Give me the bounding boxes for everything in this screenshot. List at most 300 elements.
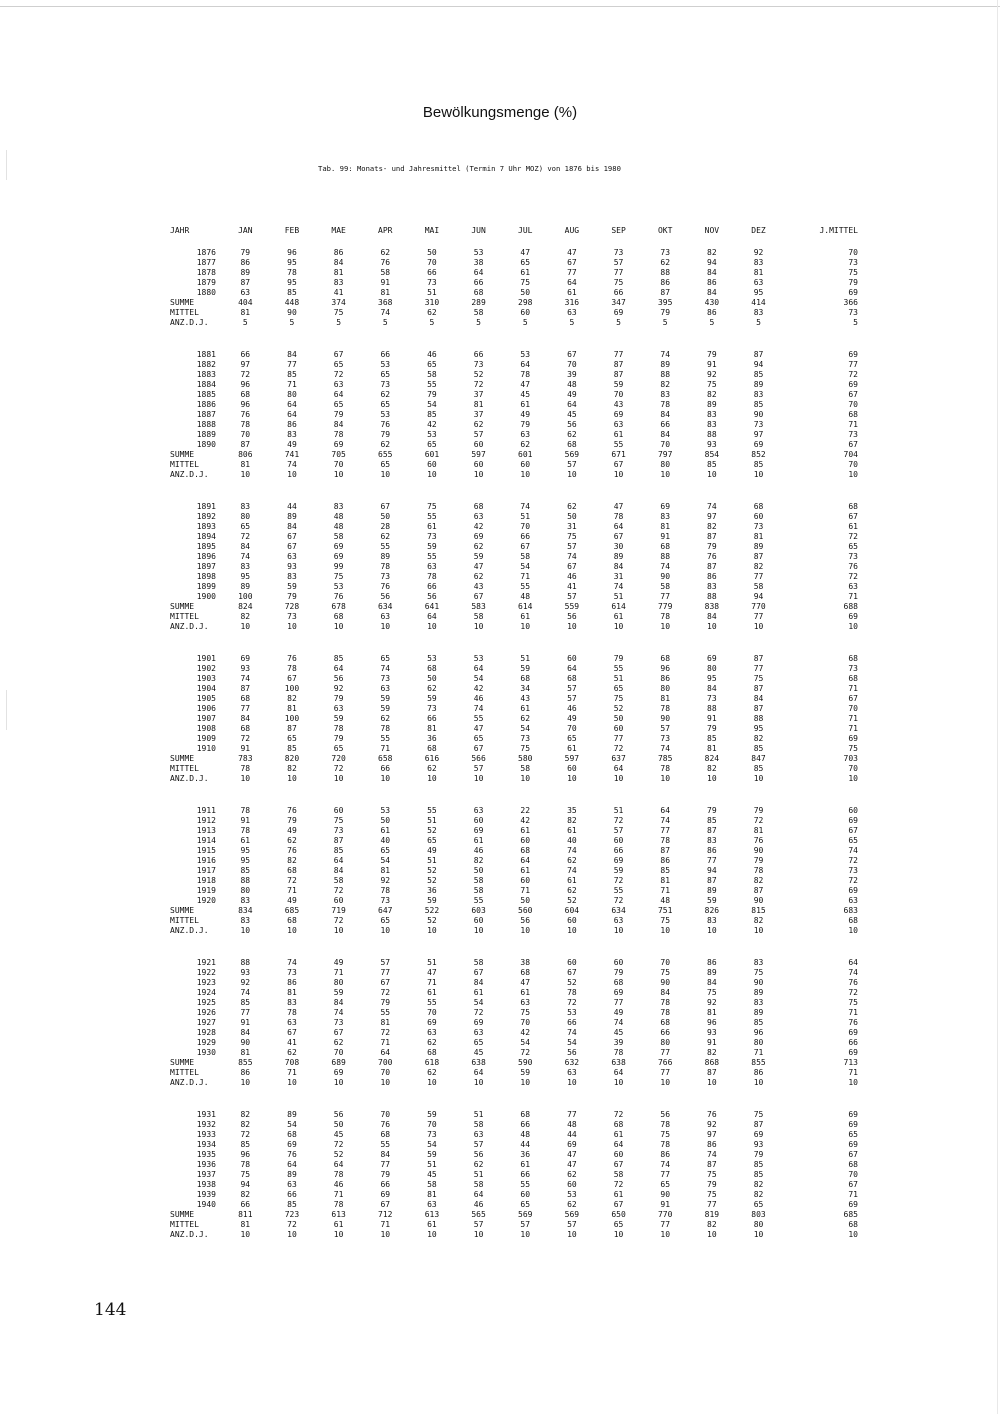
table-cell: 90	[660, 978, 671, 987]
table-row	[170, 288, 860, 298]
table-cell: 54	[287, 1120, 297, 1129]
year-cell: 1906	[196, 704, 216, 713]
anz-row	[170, 622, 860, 632]
table-cell: 99	[333, 562, 344, 571]
table-cell: 61	[567, 288, 577, 297]
table-cell: 81	[473, 400, 484, 409]
table-cell: 10	[287, 1078, 297, 1087]
table-cell: 80	[753, 1038, 764, 1047]
table-cell: 64	[333, 856, 344, 865]
table-cell: 84	[240, 714, 251, 723]
table-cell: 42	[520, 1028, 531, 1037]
annual-mean-cell: 10	[848, 622, 858, 631]
table-cell: 72	[613, 1110, 624, 1119]
table-cell: 868	[704, 1058, 720, 1067]
table-cell: 10	[660, 926, 671, 935]
table-cell: 58	[427, 370, 437, 379]
table-cell: 84	[240, 542, 251, 551]
table-cell: 10	[753, 1230, 764, 1239]
table-cell: 5	[522, 318, 528, 327]
table-cell: 81	[753, 268, 764, 277]
table-cell: 79	[660, 308, 671, 317]
table-cell: 770	[657, 1210, 673, 1219]
table-caption: Tab. 99: Monats- und Jahresmittel (Termin 7 Uhr MOZ) von 1876 bis 1980	[318, 164, 621, 173]
table-cell: 67	[287, 532, 297, 541]
table-cell: 34	[520, 684, 531, 693]
table-cell: 10	[613, 1230, 624, 1239]
table-cell: 45	[427, 1170, 437, 1179]
table-cell: 51	[613, 806, 624, 815]
year-cell: 1925	[196, 998, 216, 1007]
table-cell: 73	[333, 826, 344, 835]
table-cell: 83	[707, 916, 717, 925]
table-cell: 63	[240, 288, 251, 297]
table-cell: 54	[380, 856, 391, 865]
table-cell: 35	[567, 806, 577, 815]
table-cell: 95	[287, 258, 297, 267]
table-cell: 65	[380, 916, 391, 925]
table-cell: 71	[380, 744, 391, 753]
table-cell: 60	[520, 1190, 531, 1199]
table-cell: 80	[660, 684, 671, 693]
table-cell: 634	[611, 906, 626, 915]
table-cell: 10	[427, 774, 437, 783]
table-cell: 73	[707, 694, 717, 703]
table-cell: 70	[427, 1008, 437, 1017]
table-cell: 73	[613, 248, 624, 257]
annual-mean-cell: 71	[848, 1068, 858, 1077]
table-cell: 84	[240, 1028, 251, 1037]
table-cell: 78	[427, 572, 437, 581]
table-cell: 85	[753, 1160, 764, 1169]
table-cell: 10	[660, 1078, 671, 1087]
year-cell: 1905	[196, 694, 216, 703]
table-cell: 76	[380, 420, 391, 429]
table-cell: 88	[660, 268, 671, 277]
table-cell: 62	[567, 1170, 577, 1179]
table-cell: 85	[753, 1018, 764, 1027]
summe-row	[170, 1210, 860, 1220]
table-cell: 79	[613, 654, 624, 663]
table-cell: 601	[518, 450, 533, 459]
table-cell: 62	[380, 714, 391, 723]
table-cell: 78	[613, 1048, 624, 1057]
table-cell: 79	[520, 420, 531, 429]
table-cell: 10	[287, 926, 297, 935]
table-cell: 63	[380, 684, 391, 693]
table-cell: 68	[660, 1018, 671, 1027]
year-cell: 1934	[196, 1140, 216, 1149]
year-cell: 1911	[196, 806, 216, 815]
mittel-row	[170, 916, 860, 926]
table-row	[170, 694, 860, 704]
annual-mean-cell: 73	[848, 552, 858, 561]
annual-mean-cell: 71	[848, 684, 858, 693]
table-cell: 634	[378, 602, 393, 611]
table-cell: 566	[471, 754, 486, 763]
table-cell: 63	[473, 1028, 484, 1037]
table-cell: 50	[613, 714, 624, 723]
table-row	[170, 380, 860, 390]
table-cell: 62	[520, 714, 531, 723]
annual-mean-cell: 685	[843, 1210, 858, 1219]
table-cell: 67	[567, 968, 577, 977]
table-row	[170, 866, 860, 876]
table-cell: 10	[473, 926, 484, 935]
table-cell: 50	[380, 816, 391, 825]
table-cell: 60	[753, 512, 764, 521]
table-cell: 56	[567, 612, 577, 621]
table-cell: 74	[707, 1150, 717, 1159]
table-cell: 83	[753, 390, 764, 399]
annual-mean-cell: 65	[848, 542, 858, 551]
table-cell: 87	[613, 360, 624, 369]
table-cell: 10	[613, 774, 624, 783]
table-cell: 48	[660, 896, 671, 905]
table-cell: 10	[240, 774, 251, 783]
anz-row	[170, 1230, 860, 1240]
table-cell: 10	[240, 622, 251, 631]
table-cell: 76	[707, 1110, 717, 1119]
year-cell: 1893	[196, 522, 216, 531]
table-cell: 71	[520, 572, 531, 581]
table-cell: 47	[520, 380, 531, 389]
table-cell: 10	[380, 926, 391, 935]
annual-mean-cell: 70	[848, 248, 858, 257]
table-cell: 69	[707, 654, 717, 663]
year-cell: 1940	[196, 1200, 216, 1209]
table-cell: 10	[287, 1230, 297, 1239]
table-cell: 74	[660, 816, 671, 825]
table-cell: 10	[427, 926, 437, 935]
table-cell: 67	[473, 592, 484, 601]
table-cell: 83	[240, 916, 251, 925]
table-cell: 59	[613, 866, 624, 875]
table-cell: 10	[753, 622, 764, 631]
table-cell: 65	[427, 836, 437, 845]
table-cell: 10	[613, 1078, 624, 1087]
table-cell: 51	[427, 288, 437, 297]
table-cell: 83	[333, 502, 344, 511]
annual-mean-cell: 68	[848, 1220, 858, 1229]
table-cell: 92	[380, 876, 391, 885]
table-cell: 77	[240, 1008, 251, 1017]
table-cell: 68	[287, 1130, 297, 1139]
table-cell: 658	[378, 754, 393, 763]
table-cell: 72	[613, 816, 624, 825]
column-header: DEZ	[751, 226, 766, 235]
table-cell: 55	[427, 806, 437, 815]
table-cell: 65	[380, 460, 391, 469]
table-cell: 97	[707, 1130, 717, 1139]
table-cell: 72	[240, 734, 251, 743]
table-cell: 85	[240, 866, 251, 875]
table-row	[170, 968, 860, 978]
year-cell: 1917	[196, 866, 216, 875]
block-spacer	[170, 632, 860, 654]
table-cell: 73	[287, 968, 297, 977]
table-cell: 63	[473, 1130, 484, 1139]
table-cell: 68	[427, 1048, 437, 1057]
table-cell: 55	[613, 886, 624, 895]
table-cell: 60	[567, 764, 577, 773]
table-cell: 38	[473, 258, 484, 267]
table-cell: 310	[424, 298, 440, 307]
table-row	[170, 532, 860, 542]
annual-mean-cell: 10	[848, 1230, 858, 1239]
table-cell: 67	[473, 968, 484, 977]
table-cell: 70	[427, 258, 437, 267]
table-cell: 65	[567, 734, 577, 743]
table-cell: 10	[380, 622, 391, 631]
table-cell: 84	[613, 562, 624, 571]
table-cell: 83	[707, 420, 717, 429]
table-cell: 62	[427, 764, 437, 773]
table-cell: 96	[287, 248, 297, 257]
year-cell: 1902	[196, 664, 216, 673]
table-cell: 565	[471, 1210, 486, 1219]
table-cell: 84	[707, 978, 717, 987]
table-cell: 89	[287, 512, 297, 521]
table-cell: 49	[427, 846, 437, 855]
table-cell: 5	[616, 318, 621, 327]
table-cell: 10	[333, 470, 344, 479]
table-cell: 58	[473, 612, 484, 621]
table-cell: 647	[378, 906, 393, 915]
summe-row	[170, 754, 860, 764]
year-cell: 1888	[196, 420, 216, 429]
table-cell: 60	[567, 916, 577, 925]
table-cell: 74	[520, 502, 531, 511]
table-cell: 74	[380, 664, 391, 673]
table-cell: 94	[240, 1180, 251, 1189]
table-cell: 65	[520, 1200, 531, 1209]
table-cell: 94	[753, 360, 764, 369]
annual-mean-cell: 75	[848, 268, 858, 277]
year-cell: 1928	[196, 1028, 216, 1037]
table-cell: 49	[333, 958, 344, 967]
table-cell: 68	[333, 612, 344, 621]
table-cell: 55	[427, 998, 437, 1007]
cloud-cover-table	[170, 226, 860, 1240]
table-cell: 81	[287, 988, 297, 997]
table-cell: 77	[287, 360, 297, 369]
table-cell: 46	[567, 704, 577, 713]
table-cell: 64	[287, 400, 297, 409]
table-cell: 43	[613, 400, 624, 409]
table-cell: 56	[333, 1110, 344, 1119]
table-cell: 67	[613, 1200, 624, 1209]
table-cell: 76	[287, 846, 297, 855]
table-row	[170, 836, 860, 846]
table-cell: 73	[380, 572, 391, 581]
table-cell: 62	[567, 856, 577, 865]
table-cell: 71	[520, 886, 531, 895]
table-cell: 78	[520, 370, 531, 379]
table-cell: 75	[660, 1130, 671, 1139]
table-cell: 88	[707, 430, 717, 439]
table-cell: 76	[287, 654, 297, 663]
table-cell: 87	[240, 684, 251, 693]
table-cell: 87	[753, 552, 764, 561]
table-cell: 50	[427, 674, 437, 683]
annual-mean-cell: 67	[848, 390, 858, 399]
row-label: SUMME	[170, 1058, 195, 1067]
table-cell: 57	[473, 430, 484, 439]
table-cell: 824	[238, 602, 253, 611]
table-cell: 76	[707, 552, 717, 561]
annual-mean-cell: 69	[848, 734, 858, 743]
table-cell: 65	[753, 1200, 764, 1209]
table-row	[170, 258, 860, 268]
table-cell: 88	[240, 876, 251, 885]
table-row	[170, 816, 860, 826]
table-cell: 55	[380, 1008, 391, 1017]
table-cell: 85	[287, 288, 297, 297]
table-cell: 618	[424, 1058, 440, 1067]
table-cell: 854	[704, 450, 720, 459]
table-cell: 67	[567, 562, 577, 571]
page-number: 144	[94, 1300, 127, 1320]
year-cell: 1895	[196, 542, 216, 551]
table-cell: 78	[660, 704, 671, 713]
table-cell: 84	[333, 420, 344, 429]
table-cell: 83	[287, 998, 297, 1007]
scan-edge-line	[0, 6, 1000, 7]
table-cell: 289	[471, 298, 486, 307]
table-row	[170, 714, 860, 724]
table-cell: 61	[567, 876, 577, 885]
table-cell: 69	[567, 1140, 577, 1149]
table-cell: 72	[333, 764, 344, 773]
table-cell: 72	[287, 1220, 297, 1229]
table-cell: 75	[613, 278, 624, 287]
table-cell: 73	[427, 532, 437, 541]
table-cell: 41	[333, 288, 344, 297]
table-cell: 62	[380, 532, 391, 541]
year-cell: 1930	[196, 1048, 216, 1057]
table-cell: 55	[473, 896, 484, 905]
annual-mean-cell: 69	[848, 886, 858, 895]
table-cell: 83	[660, 390, 671, 399]
table-cell: 61	[240, 836, 251, 845]
table-cell: 66	[660, 420, 671, 429]
table-cell: 83	[333, 278, 344, 287]
table-cell: 73	[287, 612, 297, 621]
table-cell: 68	[287, 866, 297, 875]
table-cell: 69	[613, 988, 624, 997]
table-cell: 82	[473, 856, 484, 865]
table-cell: 62	[473, 572, 484, 581]
table-cell: 22	[520, 806, 531, 815]
table-row	[170, 278, 860, 288]
annual-mean-cell: 65	[848, 836, 858, 845]
table-cell: 64	[333, 1160, 344, 1169]
row-label: MITTEL	[170, 1068, 199, 1077]
table-cell: 49	[287, 826, 297, 835]
table-cell: 70	[240, 430, 251, 439]
table-cell: 5	[242, 318, 248, 327]
table-cell: 80	[707, 664, 717, 673]
table-cell: 72	[240, 370, 251, 379]
annual-mean-cell: 70	[848, 1170, 858, 1179]
table-cell: 5	[289, 318, 295, 327]
table-cell: 80	[240, 512, 251, 521]
table-cell: 67	[287, 1028, 297, 1037]
table-cell: 77	[707, 1200, 717, 1209]
table-cell: 55	[613, 440, 624, 449]
table-cell: 46	[473, 694, 484, 703]
table-cell: 82	[707, 1048, 717, 1057]
year-cell: 1882	[196, 360, 216, 369]
table-cell: 84	[707, 288, 717, 297]
table-cell: 61	[520, 612, 531, 621]
table-cell: 83	[287, 430, 297, 439]
table-cell: 48	[567, 380, 577, 389]
table-cell: 82	[240, 1120, 251, 1129]
table-cell: 10	[333, 1078, 344, 1087]
table-cell: 47	[473, 562, 484, 571]
table-cell: 55	[427, 512, 437, 521]
table-cell: 819	[704, 1210, 720, 1219]
table-cell: 82	[287, 694, 297, 703]
table-cell: 75	[660, 916, 671, 925]
table-cell: 72	[520, 1048, 531, 1057]
table-cell: 100	[284, 684, 300, 693]
annual-mean-cell: 73	[848, 430, 858, 439]
table-cell: 45	[473, 1048, 484, 1057]
table-cell: 61	[567, 826, 577, 835]
table-row	[170, 350, 860, 360]
table-cell: 63	[333, 380, 344, 389]
table-cell: 64	[473, 1068, 484, 1077]
table-cell: 719	[331, 906, 346, 915]
table-cell: 5	[382, 318, 388, 327]
table-cell: 53	[427, 654, 437, 663]
table-cell: 78	[240, 420, 251, 429]
table-cell: 60	[613, 836, 624, 845]
table-cell: 58	[520, 552, 531, 561]
table-row	[170, 572, 860, 582]
table-cell: 80	[660, 460, 671, 469]
table-cell: 89	[707, 400, 717, 409]
table-cell: 56	[427, 592, 437, 601]
table-cell: 85	[707, 816, 717, 825]
table-cell: 48	[520, 592, 531, 601]
table-cell: 57	[567, 542, 577, 551]
table-cell: 80	[753, 1220, 764, 1229]
table-cell: 59	[427, 1150, 437, 1159]
table-cell: 69	[287, 1140, 297, 1149]
table-row	[170, 512, 860, 522]
table-cell: 94	[707, 866, 717, 875]
table-cell: 93	[707, 1028, 717, 1037]
table-cell: 51	[427, 1160, 437, 1169]
table-cell: 72	[333, 916, 344, 925]
table-cell: 74	[660, 562, 671, 571]
row-label: SUMME	[170, 906, 195, 915]
table-cell: 87	[707, 1068, 717, 1077]
table-row	[170, 420, 860, 430]
annual-mean-cell: 67	[848, 1180, 858, 1189]
table-cell: 10	[613, 470, 624, 479]
table-cell: 69	[473, 532, 484, 541]
table-cell: 74	[473, 704, 484, 713]
annual-mean-cell: 10	[848, 774, 858, 783]
table-cell: 79	[380, 1170, 391, 1179]
table-cell: 61	[613, 1190, 624, 1199]
column-header: JAN	[238, 226, 253, 235]
